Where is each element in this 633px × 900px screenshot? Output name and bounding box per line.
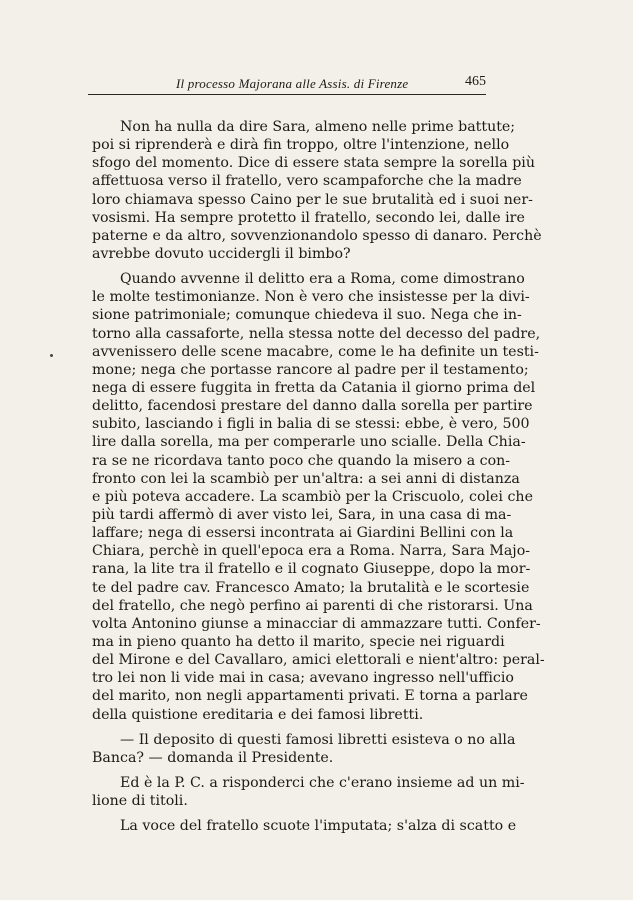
running-title: Il processo Majorana alle Assis. di Firenze xyxy=(176,76,409,91)
text-line: delitto, facendosi prestare del danno dalla sorella per partire xyxy=(92,398,533,415)
text-line: Ed è la P. C. a risponderci che c'erano insieme ad un mi- xyxy=(120,774,525,791)
text-line: tro lei non li vide mai in casa; avevano ingresso nell'ufficio xyxy=(92,670,514,687)
text-line: del Mirone e del Cavallaro, amici elettorali e nient'altro: peral- xyxy=(92,652,545,669)
text-line: più tardi affermò di aver visto lei, Sara, in una casa di ma- xyxy=(92,506,512,523)
paragraph xyxy=(92,731,516,767)
text-line: Quando avvenne il delitto era a Roma, come dimostrano xyxy=(120,271,525,288)
text-line: ma in pieno quanto ha detto il marito, specie nei riguardi xyxy=(92,633,505,650)
page-number: 465 xyxy=(465,74,486,89)
text-line: avrebbe dovuto uccidergli il bimbo? xyxy=(92,245,351,262)
text-line: — Il deposito di questi famosi libretti esisteva o no alla xyxy=(120,731,516,748)
paragraph xyxy=(92,774,525,810)
text-line: torno alla cassaforte, nella stessa notte del decesso del padre, xyxy=(92,325,541,342)
text-line: affettuosa verso il fratello, vero scampaforche che la madre xyxy=(92,173,522,190)
text-line: mone; nega che portasse rancore al padre per il testamento; xyxy=(92,361,529,378)
text-line: te del padre cav. Francesco Amato; la brutalità e le scortesie xyxy=(92,579,530,596)
text-line: Non ha nulla da dire Sara, almeno nelle prime battute; xyxy=(120,119,516,135)
text-line: volta Antonino giunse a minacciar di ammazzare tutti. Confer- xyxy=(92,615,541,632)
margin-speck xyxy=(50,354,53,357)
text-line: loro chiamava spesso Caino per le sue brutalità ed i suoi ner- xyxy=(92,191,533,208)
text-line: sfogo del momento. Dice di essere stata sempre la sorella più xyxy=(92,155,535,172)
text-line: lione di titoli. xyxy=(92,793,188,810)
paragraph xyxy=(92,270,545,724)
text-line: vosismi. Ha sempre protetto il fratello, secondo lei, dalle ire xyxy=(92,209,525,226)
text-line: del marito, non negli appartamenti privati. E torna a parlare xyxy=(92,688,528,705)
text-line: ra se ne ricordava tanto poco che quando la misero a con- xyxy=(92,452,511,469)
text-line: La voce del fratello scuote l'imputata; s'alza di scatto e xyxy=(120,818,517,835)
text-line: rana, la lite tra il fratello e il cognato Giuseppe, dopo la mor- xyxy=(92,561,531,578)
text-line: nega di essere fuggita in fretta da Catania il giorno prima del xyxy=(92,379,536,396)
text-line: subito, lasciando i figli in balia di se stessi: ebbe, è vero, 500 xyxy=(92,416,530,433)
text-line: avvenissero delle scene macabre, come le ha definite un testi- xyxy=(92,343,539,360)
paragraph xyxy=(92,118,542,263)
paragraph-gap xyxy=(92,767,487,774)
paragraph-gap xyxy=(92,810,487,817)
text-line: sione patrimoniale; comunque chiedeva il suo. Nega che in- xyxy=(92,307,522,324)
running-header xyxy=(88,72,486,95)
paragraph-gap xyxy=(92,263,487,270)
text-line: del fratello, che negò perfino ai parenti di che ristorarsi. Una xyxy=(92,597,533,614)
text-line: Banca? — domanda il Presidente. xyxy=(92,749,334,766)
paragraph-gap xyxy=(92,724,487,731)
text-line: le molte testimonianze. Non è vero che insistesse per la divi- xyxy=(92,289,530,306)
body-text xyxy=(92,118,545,835)
paragraph xyxy=(92,817,517,835)
text-line: della quistione ereditaria e dei famosi libretti. xyxy=(92,706,424,723)
text-line: e più poteva accadere. La scambiò per la Criscuolo, colei che xyxy=(92,488,533,505)
text-line: paterne e da altro, sovvenzionandolo spesso di danaro. Perchè xyxy=(92,227,542,244)
text-line: poi si riprenderà e dirà fin troppo, oltre l'intenzione, nello xyxy=(92,137,510,154)
text-line: laffare; nega di essersi incontrata ai Giardini Bellini con la xyxy=(92,525,514,542)
text-line: lire dalla sorella, ma per comperarle uno scialle. Della Chia- xyxy=(92,434,526,451)
text-line: Chiara, perchè in quell'epoca era a Roma. Narra, Sara Majo- xyxy=(92,543,531,560)
text-line: fronto con lei la scambiò per un'altra: a sei anni di distanza xyxy=(92,470,520,487)
